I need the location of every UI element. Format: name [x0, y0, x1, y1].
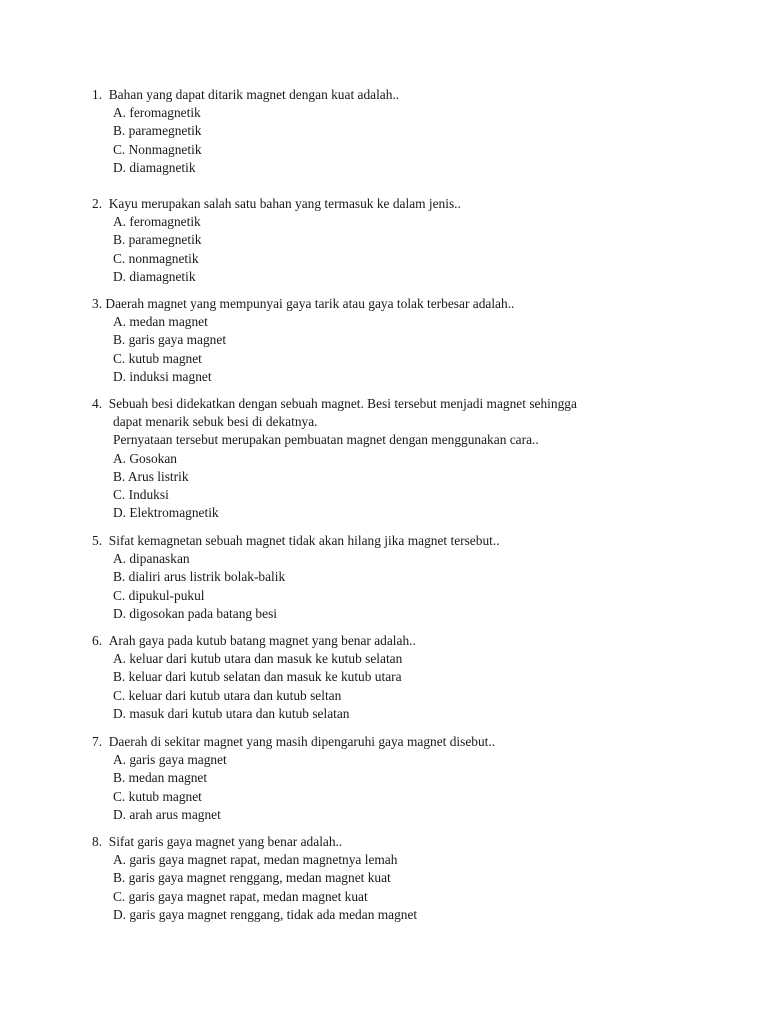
- option-list: [92, 650, 692, 723]
- option-list: [92, 550, 692, 623]
- option-c: C. Nonmagnetik: [113, 141, 202, 157]
- option-c: C. keluar dari kutub utara dan kutub seltan: [113, 687, 342, 703]
- question-6: [92, 632, 692, 723]
- question-number: 1.: [92, 87, 103, 102]
- option-a: A. medan magnet: [113, 314, 208, 330]
- option-c: C. kutub magnet: [113, 350, 202, 366]
- question-stem: [92, 733, 692, 751]
- option-c: C. Induksi: [113, 487, 169, 503]
- question-text: Daerah di sekitar magnet yang masih dipengaruhi gaya magnet disebut..: [108, 734, 496, 749]
- question-8: [92, 833, 692, 924]
- option-b: B. Arus listrik: [113, 468, 189, 484]
- question-stem: [92, 395, 692, 413]
- question-text-continued: Pernyataan tersebut merupakan pembuatan magnet dengan menggunakan cara..: [113, 432, 539, 448]
- option-list: [92, 313, 692, 386]
- question-text: Arah gaya pada kutub batang magnet yang benar adalah..: [108, 633, 416, 648]
- question-number: 2.: [92, 196, 103, 211]
- option-a: A. garis gaya magnet: [113, 752, 227, 768]
- option-b: B. garis gaya magnet: [113, 332, 227, 348]
- option-c: C. garis gaya magnet rapat, medan magnet kuat: [113, 888, 368, 904]
- option-b: B. dialiri arus listrik bolak-balik: [113, 569, 286, 585]
- question-text-continued: dapat menarik sebuk besi di dekatnya.: [113, 414, 318, 430]
- option-a: A. keluar dari kutub utara dan masuk ke kutub selatan: [113, 651, 403, 667]
- question-1: [92, 86, 692, 177]
- question-number: 3.: [92, 296, 103, 311]
- question-number: 6.: [92, 633, 103, 648]
- question-text: Sebuah besi didekatkan dengan sebuah magnet. Besi tersebut menjadi magnet sehingga: [108, 396, 577, 411]
- question-5: [92, 532, 692, 623]
- option-a: A. feromagnetik: [113, 214, 201, 230]
- option-d: D. garis gaya magnet renggang, tidak ada medan magnet: [113, 906, 418, 922]
- option-b: B. keluar dari kutub selatan dan masuk ke kutub utara: [113, 669, 402, 685]
- option-list: [92, 851, 692, 924]
- option-b: B. paramegnetik: [113, 232, 202, 248]
- question-7: [92, 733, 692, 824]
- option-d: D. masuk dari kutub utara dan kutub selatan: [113, 705, 350, 721]
- question-text: Daerah magnet yang mempunyai gaya tarik atau gaya tolak terbesar adalah..: [105, 296, 515, 311]
- option-d: D. Elektromagnetik: [113, 505, 219, 521]
- question-number: 4.: [92, 396, 103, 411]
- option-c: C. nonmagnetik: [113, 250, 199, 266]
- option-a: A. Gosokan: [113, 450, 177, 466]
- question-number: 7.: [92, 734, 103, 749]
- question-stem: [92, 86, 692, 104]
- question-stem: [92, 632, 692, 650]
- option-list: [92, 104, 692, 177]
- question-text: Sifat garis gaya magnet yang benar adalah..: [108, 834, 343, 849]
- question-3: [92, 295, 692, 386]
- option-b: B. paramegnetik: [113, 123, 202, 139]
- question-stem: [92, 833, 692, 851]
- option-list: [92, 751, 692, 824]
- option-c: C. kutub magnet: [113, 788, 202, 804]
- question-number: 5.: [92, 533, 103, 548]
- option-list: [92, 450, 692, 523]
- option-b: B. medan magnet: [113, 770, 208, 786]
- question-stem: [92, 295, 692, 313]
- question-2: [92, 195, 692, 286]
- option-d: D. digosokan pada batang besi: [113, 605, 277, 621]
- option-d: D. diamagnetik: [113, 159, 196, 175]
- question-text: Sifat kemagnetan sebuah magnet tidak akan hilang jika magnet tersebut..: [108, 533, 500, 548]
- question-text: Bahan yang dapat ditarik magnet dengan kuat adalah..: [108, 87, 400, 102]
- option-d: D. arah arus magnet: [113, 806, 221, 822]
- question-text: Kayu merupakan salah satu bahan yang termasuk ke dalam jenis..: [108, 196, 461, 211]
- option-d: D. induksi magnet: [113, 368, 212, 384]
- option-list: [92, 213, 692, 286]
- question-stem: [92, 532, 692, 550]
- option-d: D. diamagnetik: [113, 268, 196, 284]
- question-stem: [92, 195, 692, 213]
- question-number: 8.: [92, 834, 103, 849]
- option-b: B. garis gaya magnet renggang, medan magnet kuat: [113, 870, 391, 886]
- question-4: [92, 395, 692, 522]
- option-a: A. garis gaya magnet rapat, medan magnetnya lemah: [113, 852, 398, 868]
- option-a: A. feromagnetik: [113, 105, 201, 121]
- option-c: C. dipukul-pukul: [113, 587, 205, 603]
- option-a: A. dipanaskan: [113, 551, 190, 567]
